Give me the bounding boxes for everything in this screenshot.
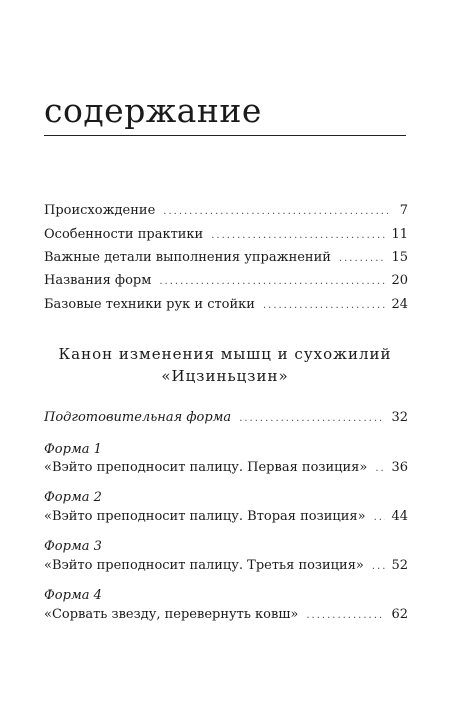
toc-entry[interactable] [44, 558, 408, 578]
form-label: Форма 3 [44, 539, 102, 554]
toc-entry-label: «Сорвать звезду, перевернуть ковш» [44, 607, 299, 622]
page-title: содержание [44, 91, 262, 130]
form-label: Форма 4 [44, 588, 102, 603]
toc-entry-label: «Вэйто преподносит палицу. Первая позиция» [44, 460, 368, 475]
toc-entry-label: Базовые техники рук и стойки [44, 297, 255, 312]
toc-entry-page: 24 [391, 297, 408, 312]
toc-entry-prep[interactable] [44, 410, 408, 430]
form-label: Форма 1 [44, 442, 102, 457]
toc-entry[interactable] [44, 460, 408, 480]
toc-entry-label: Происхождение [44, 203, 156, 218]
toc-entry-page: 36 [391, 460, 408, 475]
dot-leader [163, 206, 388, 217]
dot-leader [211, 230, 385, 241]
dot-leader [306, 610, 385, 621]
toc-entry-label: Особенности практики [44, 227, 204, 242]
toc-entry[interactable] [44, 509, 408, 529]
dot-leader [372, 561, 386, 572]
toc-entry-page: 15 [391, 250, 408, 265]
toc-entry-label: Важные детали выполнения упражнений [44, 250, 331, 265]
dot-leader [375, 463, 385, 474]
toc-entry-label: «Вэйто преподносит палицу. Третья позиция» [44, 558, 364, 573]
title-divider [44, 135, 406, 136]
toc-entry-page: 44 [391, 509, 408, 524]
toc-entry[interactable] [44, 273, 408, 293]
toc-entry-page: 62 [391, 607, 408, 622]
toc-entry-label: Подготовительная форма [44, 410, 232, 425]
toc-entry-page: 52 [391, 558, 408, 573]
dot-leader [159, 276, 385, 287]
dot-leader [374, 512, 386, 523]
section-heading-line1: Канон изменения мышц и сухожилий [58, 345, 392, 363]
dot-leader [263, 300, 385, 311]
toc-entry[interactable] [44, 297, 408, 317]
dot-leader [239, 413, 385, 424]
dot-leader [339, 253, 386, 264]
section-heading-line2: «Ицзиньцзин» [161, 367, 289, 385]
toc-entry[interactable] [44, 227, 408, 247]
toc-entry-page: 20 [391, 273, 408, 288]
toc-entry-page: 32 [391, 410, 408, 425]
toc-entry-page: 11 [391, 227, 408, 242]
toc-entry[interactable] [44, 607, 408, 627]
toc-entry[interactable] [44, 203, 408, 223]
toc-entry[interactable] [44, 250, 408, 270]
form-label: Форма 2 [44, 490, 102, 505]
toc-entry-label: Названия форм [44, 273, 152, 288]
toc-entry-page: 7 [399, 203, 408, 218]
toc-entry-label: «Вэйто преподносит палицу. Вторая позиция» [44, 509, 366, 524]
